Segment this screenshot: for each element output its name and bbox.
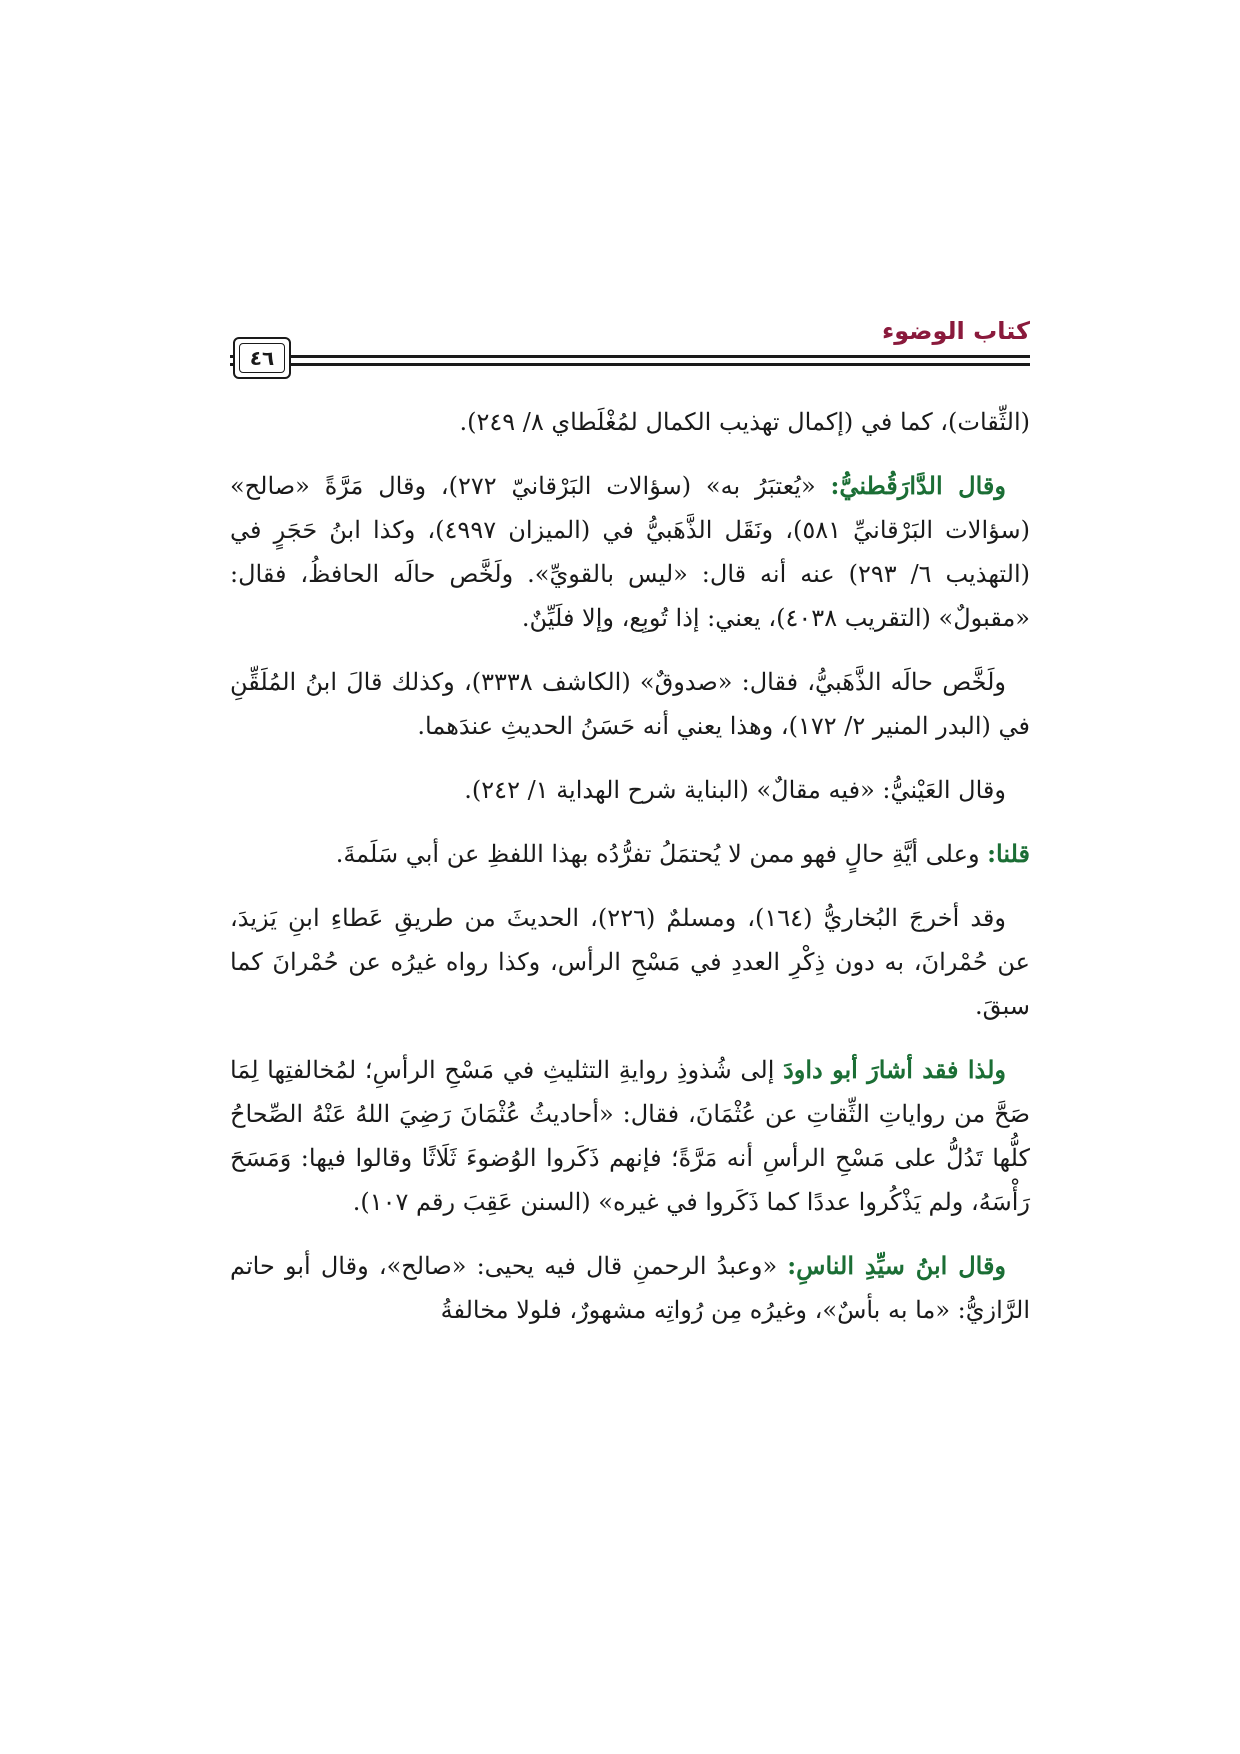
paragraph-8 <box>230 1244 1030 1332</box>
paragraph-lead: وقال ابنُ سيِّدِ الناسِ: <box>787 1251 1007 1280</box>
paragraph-lead: قلنا: <box>987 839 1030 868</box>
paragraph-text: (الثِّقات)، كما في (إكمال تهذيب الكمال لمُغْلَطاي ٨/ ٢٤٩). <box>459 408 1030 436</box>
paragraph-text: ولَخَّص حالَه الذَّهَبيُّ، فقال: «صدوقٌ» (الكاشف ٣٣٣٨)، وكذلك قالَ ابنُ المُلَقِّنِ في (البدر المنير ٢/ ١٧٢)، وهذا يعني أنه حَسَنُ الحديثِ عندَهما. <box>230 668 1030 740</box>
paragraph-text: وقد أخرجَ البُخاريُّ (١٦٤)، ومسلمٌ (٢٢٦)، الحديثَ من طريقِ عَطاءِ ابنِ يَزيدَ، عن حُمْرانَ، به دون ذِكْرِ العددِ في مَسْحِ الرأس، وكذا رواه غيرُه عن حُمْرانَ كما سبقَ. <box>230 904 1030 1020</box>
book-title: كتاب الوضوء <box>881 317 1030 345</box>
paragraph-7 <box>230 1048 1030 1224</box>
paragraph-text: «وعبدُ الرحمنِ قال فيه يحيى: «صالح»، وقال أبو حاتم الرَّازيُّ: «ما به بأسٌ»، وغيرُه مِن رُواتِه مشهورٌ، فلولا مخالفةُ <box>230 1252 1030 1324</box>
header-rule-bottom <box>230 363 1030 366</box>
paragraph-1 <box>230 400 1030 444</box>
paragraph-2 <box>230 464 1030 640</box>
paragraph-3 <box>230 660 1030 748</box>
paragraph-6 <box>230 896 1030 1028</box>
paragraph-text: وعلى أيَّةِ حالٍ فهو ممن لا يُحتمَلُ تفرُّدُه بهذا اللفظِ عن أبي سَلَمةَ. <box>335 840 988 868</box>
paragraph-text: إلى شُذوذِ روايةِ التثليثِ في مَسْحِ الرأسِ؛ لمُخالفتِها لِمَا صَحَّ من رواياتِ الثِّقاتِ عن عُثْمَانَ، فقال: «أحاديثُ عُثْمَانَ رَضِيَ اللهُ عَنْهُ الصِّحاحُ كلُّها تَدُلُّ على مَسْحِ الرأسِ أنه مَرَّةً؛ فإنهم ذَكَروا الوُضوءَ ثَلَاثًا وقالوا فيها: وَمَسَحَ رَأْسَهُ، ولم يَذْكُروا عددًا كما ذَكَروا في غيره» (السنن عَقِبَ رقم ١٠٧). <box>230 1056 1030 1216</box>
main-text <box>230 400 1030 1352</box>
paragraph-4 <box>230 768 1030 812</box>
paragraph-text: وقال العَيْنيُّ: «فيه مقالٌ» (البناية شرح الهداية ١/ ٢٤٢). <box>464 776 1006 804</box>
page-number-frame <box>233 337 291 379</box>
header-rule-top <box>230 355 1030 358</box>
paragraph-5 <box>230 832 1030 876</box>
page-header <box>230 315 1030 395</box>
paragraph-text: «يُعتبَرُ به» (سؤالات البَرْقانيّ ٢٧٢)، وقال مَرَّةً «صالح» (سؤالات البَرْقانيِّ ٥٨١)، ونَقَل الذَّهَبيُّ في (الميزان ٤٩٩٧)، وكذا ابنُ حَجَرٍ في (التهذيب ٦/ ٢٩٣) عنه أنه قال: «ليس بالقويِّ». ولَخَّص حالَه الحافظُ، فقال: «مقبولٌ» (التقريب ٤٠٣٨)، يعني: إذا تُوبِع، وإلا فلَيِّنٌ. <box>230 472 1031 632</box>
page-number: ٤٦ <box>239 343 285 373</box>
paragraph-lead: ولذا فقد أشارَ أبو داودَ <box>783 1055 1007 1084</box>
paragraph-lead: وقال الدَّارَقُطنيُّ: <box>830 471 1006 500</box>
